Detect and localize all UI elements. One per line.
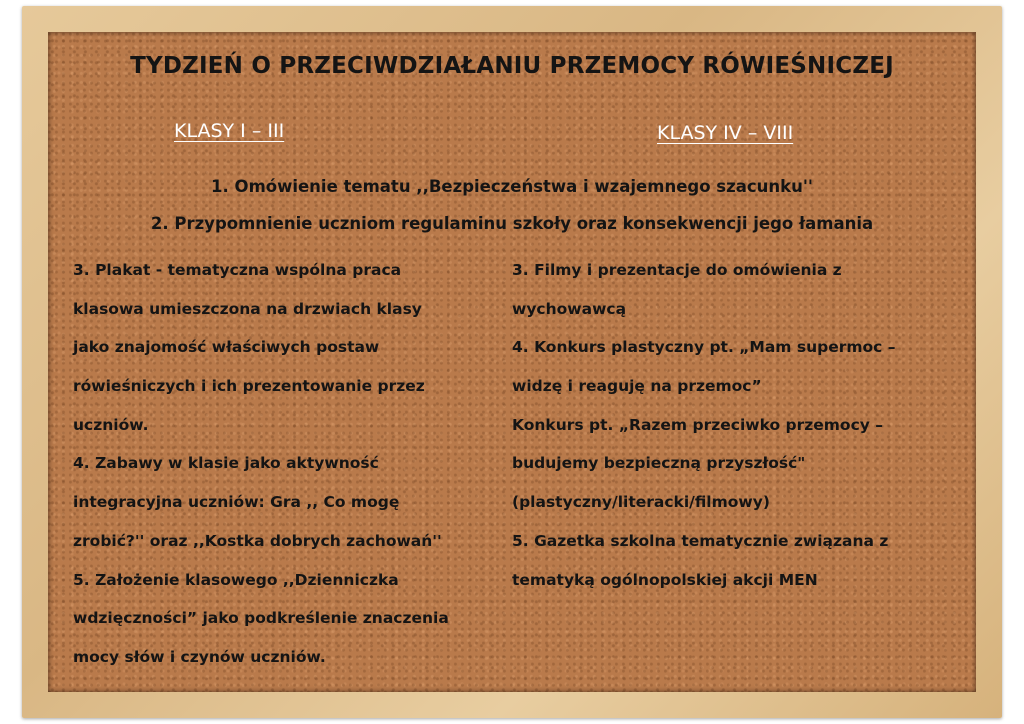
right-line: widzę i reaguję na przemoc”	[512, 377, 762, 396]
left-column-list	[73, 251, 449, 677]
right-line: tematyką ogólnopolskiej akcji MEN	[512, 570, 818, 589]
left-line: 4. Zabawy w klasie jako aktywność	[73, 454, 379, 473]
left-line: 3. Plakat - tematyczna wspólna praca	[73, 261, 402, 279]
left-line: rówieśniczych i ich prezentowanie przez	[73, 377, 425, 396]
right-line: wychowawcą	[512, 299, 627, 318]
left-line: integracyjna uczniów: Gra ,, Co mogę	[73, 493, 400, 512]
heading-klasy-4-8: KLASY IV – VIII	[657, 122, 794, 144]
right-line: Konkurs pt. „Razem przeciwko przemocy –	[512, 415, 884, 434]
right-line: 4. Konkurs plastyczny pt. „Mam supermoc –	[512, 338, 896, 357]
shared-item-1: 1. Omówienie tematu ,,Bezpieczeństwa i wzajemnego szacunku''	[211, 177, 813, 196]
right-line: (plastyczny/literacki/filmowy)	[512, 493, 770, 512]
left-line: uczniów.	[73, 415, 149, 434]
left-line: 5. Założenie klasowego ,,Dzienniczka	[73, 570, 399, 589]
board-title: TYDZIEŃ O PRZECIWDZIAŁANIU PRZEMOCY RÓWIEŚNICZEJ	[130, 53, 894, 79]
left-line: mocy słów i czynów uczniów.	[73, 647, 326, 666]
left-line: zrobić?'' oraz ,,Kostka dobrych zachowań''	[73, 531, 442, 550]
shared-item-2: 2. Przypomnienie uczniom regulaminu szkoły oraz konsekwencji jego łamania	[150, 214, 874, 233]
right-column-list	[512, 251, 896, 599]
left-line: klasowa umieszczona na drzwiach klasy	[73, 299, 422, 318]
heading-klasy-1-3: KLASY I – III	[174, 120, 285, 142]
right-line: 3. Filmy i prezentacje do omówienia z	[512, 261, 842, 279]
right-line: budujemy bezpieczną przyszłość"	[512, 454, 806, 473]
left-line: jako znajomość właściwych postaw	[73, 338, 380, 357]
left-line: wdzięczności” jako podkreślenie znaczenia	[73, 609, 449, 628]
right-line: 5. Gazetka szkolna tematycznie związana z	[512, 531, 889, 550]
